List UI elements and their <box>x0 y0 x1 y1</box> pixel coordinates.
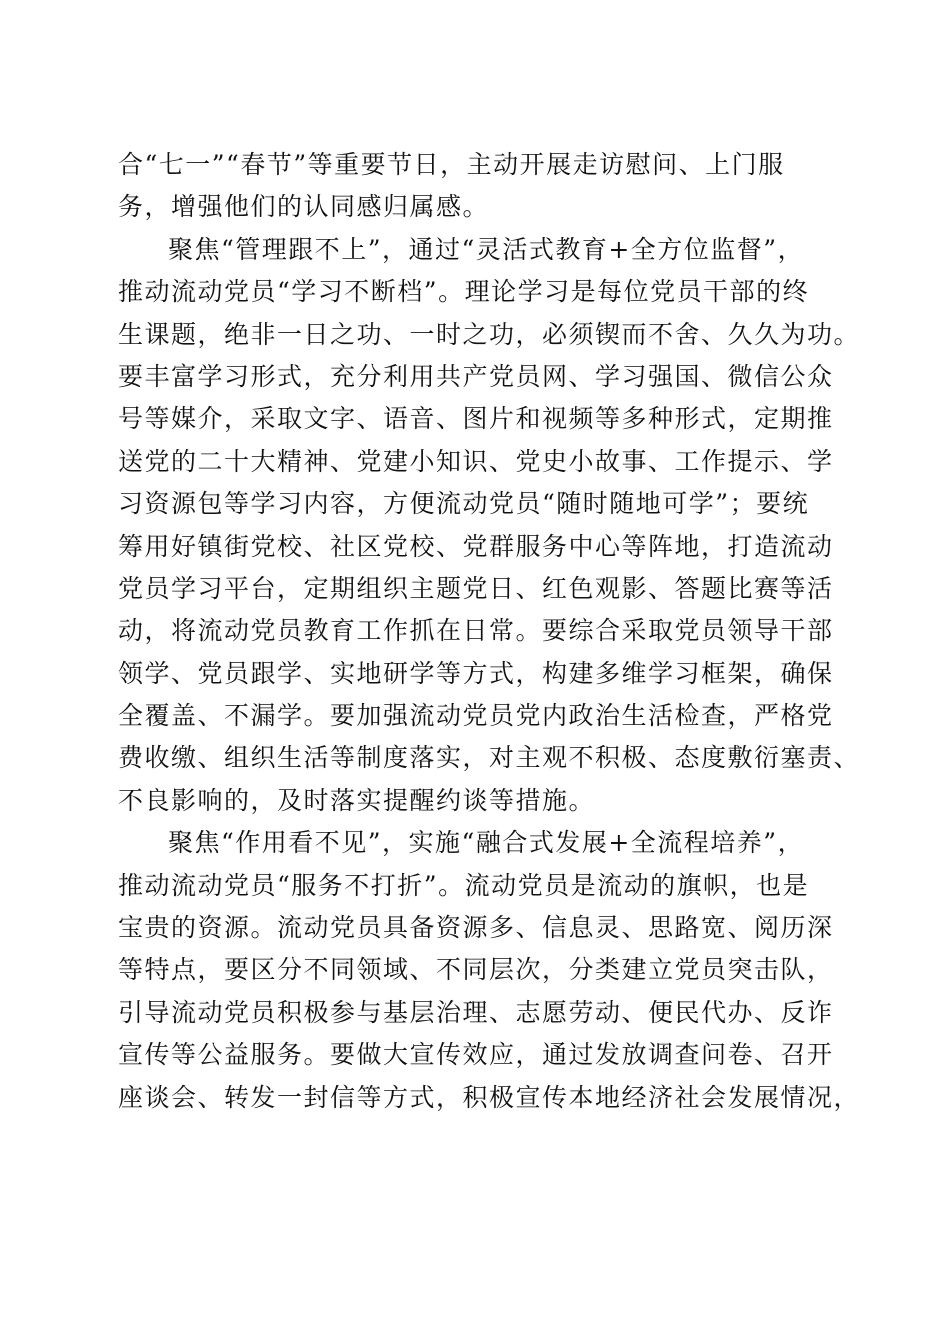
text-line: 领学、党员跟学、实地研学等方式，构建多维学习框架，确保 <box>118 658 834 688</box>
text-line: 筹用好镇街党校、社区党校、党群服务中心等阵地，打造流动 <box>118 531 834 561</box>
text-line: 推动流动党员“服务不打折”。流动党员是流动的旗帜，也是 <box>118 870 810 900</box>
text-line: 不良影响的，及时落实提醒约谈等措施。 <box>118 785 596 815</box>
text-line: 等特点，要区分不同领域、不同层次，分类建立党员突击队， <box>118 955 834 985</box>
text-line: 引导流动党员积极参与基层治理、志愿劳动、便民代办、反诈 <box>118 997 834 1027</box>
text-line: 生课题，绝非一日之功、一时之功，必须锲而不舍、久久为功。 <box>118 319 861 349</box>
text-line: 号等媒介，采取文字、语音、图片和视频等多种形式，定期推 <box>118 404 834 434</box>
text-line: 座谈会、转发一封信等方式，积极宣传本地经济社会发展情况， <box>118 1082 861 1112</box>
text-line: 务，增强他们的认同感归属感。 <box>118 192 490 222</box>
document-body <box>118 144 861 1119</box>
text-line: 推动流动党员“学习不断档”。理论学习是每位党员干部的终 <box>118 277 810 307</box>
paragraph-start-line: 聚焦“管理跟不上”，通过“灵活式教育+全方位监督”， <box>168 234 805 264</box>
text-line: 宝贵的资源。流动党员具备资源多、信息灵、思路宽、阅历深 <box>118 913 834 943</box>
text-line: 费收缴、组织生活等制度落实，对主观不积极、态度敷衍塞责、 <box>118 743 861 773</box>
text-line: 合“七一”“春节”等重要节日，主动开展走访慰问、上门服 <box>118 150 785 179</box>
text-line: 要丰富学习形式，充分利用共产党员网、学习强国、微信公众 <box>118 361 834 391</box>
text-line: 动，将流动党员教育工作抓在日常。要综合采取党员领导干部 <box>118 616 834 646</box>
text-line: 习资源包等学习内容，方便流动党员“随时随地可学”；要统 <box>118 489 810 519</box>
text-line: 宣传等公益服务。要做大宣传效应，通过发放调查问卷、召开 <box>118 1040 834 1070</box>
paragraph-start-line: 聚焦“作用看不见”，实施“融合式发展+全流程培养”， <box>168 828 805 858</box>
text-line: 党员学习平台，定期组织主题党日、红色观影、答题比赛等活 <box>118 573 834 603</box>
text-line: 全覆盖、不漏学。要加强流动党员党内政治生活检查，严格党 <box>118 701 834 731</box>
text-line: 送党的二十大精神、党建小知识、党史小故事、工作提示、学 <box>118 446 834 476</box>
